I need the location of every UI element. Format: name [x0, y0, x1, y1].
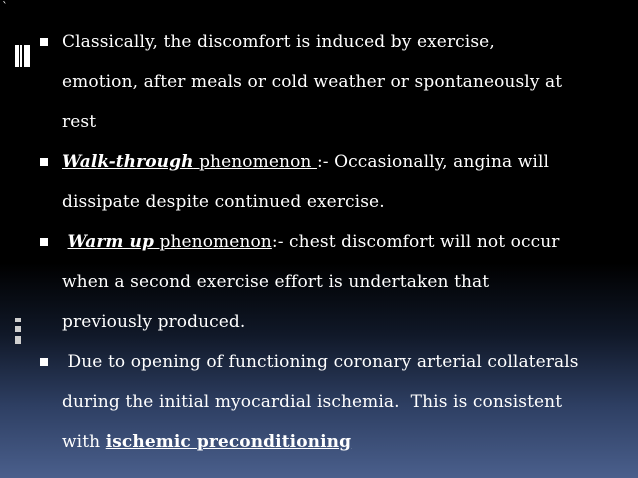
- term-warm-up: Warm up: [67, 232, 154, 252]
- line-prefix: with: [62, 432, 106, 452]
- bullet-line: [62, 422, 630, 462]
- bullet-line: during the initial myocardial ischemia. This is consistent: [62, 392, 563, 412]
- bullet-line: previously produced.: [62, 312, 246, 332]
- bullet-item: [40, 142, 630, 222]
- slide-text: [40, 22, 630, 462]
- bullet-line: [62, 142, 630, 182]
- term-walk-through: Walk-through: [62, 152, 194, 172]
- term-ischemic-preconditioning: ischemic preconditioning: [105, 432, 352, 452]
- bullet-item: [40, 22, 630, 142]
- square-bullet-icon: [40, 158, 48, 166]
- bullet-line: when a second exercise effort is undertaken that: [62, 272, 490, 292]
- bullet-line: Due to opening of functioning coronary arterial collaterals: [62, 352, 579, 372]
- bullet-line: Classically, the discomfort is induced by exercise,: [62, 32, 495, 52]
- term-suffix: phenomenon: [193, 152, 317, 172]
- definition-text: :- Occasionally, angina will: [316, 152, 550, 172]
- bullet-item: [40, 342, 630, 462]
- corner-mark: `: [2, 0, 8, 14]
- bullet-line: emotion, after meals or cold weather or spontaneously at: [62, 72, 563, 92]
- term-suffix: phenomenon: [153, 232, 272, 252]
- definition-text: :- chest discomfort will not occur: [271, 232, 560, 252]
- bullet-line: [62, 222, 630, 262]
- bullet-line: rest: [62, 112, 97, 132]
- square-bullet-icon: [40, 38, 48, 46]
- square-bullet-icon: [40, 358, 48, 366]
- bullet-line: dissipate despite continued exercise.: [62, 192, 385, 212]
- bullet-item: [40, 222, 630, 342]
- square-bullet-icon: [40, 238, 48, 246]
